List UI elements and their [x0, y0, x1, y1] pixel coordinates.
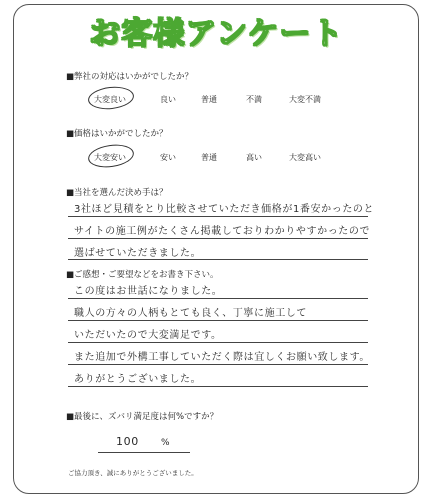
answer-rule [68, 342, 368, 343]
answer-rule [68, 259, 368, 260]
reason-answer-line-1: 3社ほど見積をとり比較させていただき価格が1番安かったのと [74, 204, 375, 215]
answer-rule [68, 364, 368, 365]
comment-line-1: この度はお世話になりました。 [74, 286, 223, 297]
price-option-5[interactable]: 大変高い [289, 153, 321, 162]
question-service: ■弊社の対応はいかがでしたか？ [66, 72, 194, 82]
service-option-5[interactable]: 大変不満 [289, 95, 321, 104]
answer-rule [68, 298, 368, 299]
price-option-3[interactable]: 普通 [201, 153, 217, 162]
answer-rule [68, 386, 368, 387]
survey-title: お客様アンケート [89, 16, 344, 52]
question-price: ■価格はいかがでしたか？ [66, 129, 168, 139]
comment-line-5: ありがとうございました。 [74, 374, 202, 385]
reason-answer-line-2: サイトの施工例がたくさん掲載しておりわかりやすかったので [74, 226, 371, 237]
price-option-2[interactable]: 安い [160, 153, 176, 162]
question-comments: ■ご感想・ご要望などをお書き下さい。 [66, 270, 219, 280]
answer-rule [68, 320, 368, 321]
service-option-3[interactable]: 普通 [201, 95, 217, 104]
comment-line-4: また追加で外構工事していただく際は宜しくお願い致します。 [74, 352, 370, 363]
answer-rule [68, 216, 368, 217]
thank-you-note: ご協力頂き、誠にありがとうございました。 [68, 469, 198, 477]
service-option-4[interactable]: 不満 [246, 95, 262, 104]
service-option-1[interactable]: 大変良い [94, 95, 126, 104]
price-option-4[interactable]: 高い [246, 153, 262, 162]
satisfaction-value: 100 [116, 435, 139, 448]
service-option-2[interactable]: 良い [160, 95, 176, 104]
comment-line-2: 職人の方々の人柄もとても良く、丁寧に施工して [74, 308, 307, 319]
answer-rule [68, 238, 368, 239]
price-option-1[interactable]: 大変安い [94, 153, 126, 162]
question-satisfaction: ■最後に、ズバリ満足度は何%ですか？ [66, 412, 219, 422]
satisfaction-unit: % [161, 438, 170, 448]
reason-answer-line-3: 選ばせていただきました。 [74, 248, 202, 259]
satisfaction-rule [98, 452, 190, 453]
comment-line-3: いただいたので大変満足です。 [74, 330, 222, 341]
question-reason: ■当社を選んだ決め手は？ [66, 188, 168, 198]
